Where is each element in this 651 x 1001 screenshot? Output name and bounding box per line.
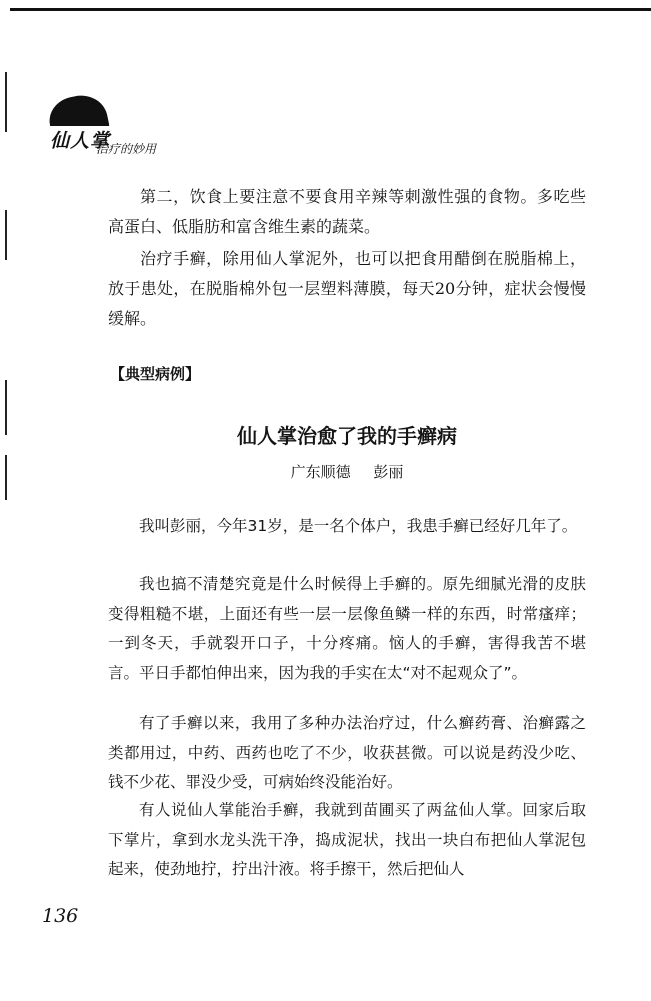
margin-mark: [5, 380, 7, 435]
top-rule: [10, 8, 651, 11]
article-paragraph: 有了手癣以来，我用了多种办法治疗过，什么癣药膏、治癣露之类都用过，中药、西药也吃了不少，收获甚微。可以说是药没少吃、钱不少花、罪没少受，可病始终没能治好。: [108, 714, 586, 791]
article-paragraph: 我也搞不清楚究竟是什么时候得上手癣的。原先细腻光滑的皮肤变得粗糙不堪，上面还有些一层一层像鱼鳞一样的东西，时常瘙痒；一到冬天，手就裂开口子，十分疼痛。恼人的手癣，害得我苦不堪言。平日手都怕伸出来，因为我的手实在太“对不起观众了”。: [108, 575, 586, 682]
logo-title: 仙人掌: [48, 126, 112, 153]
section-label: 【典型病例】: [110, 365, 201, 383]
article-paragraph: 我叫彭丽，今年31岁，是一名个体户，我患手癣已经好几年了。: [139, 517, 578, 535]
margin-mark: [5, 455, 7, 500]
margin-mark: [5, 72, 7, 132]
logo-subtitle: 治疗的妙用: [96, 142, 157, 156]
article-title: 仙人掌治愈了我的手癣病: [237, 424, 457, 448]
article-paragraph: 有人说仙人掌能治手癣，我就到苗圃买了两盆仙人掌。回家后取下掌片，拿到水龙头洗干净，捣成泥状，找出一块白布把仙人掌泥包起来，使劲地拧，拧出汁液。将手擦干，然后把仙人: [108, 801, 586, 878]
margin-mark: [5, 210, 7, 260]
book-logo: [40, 96, 230, 166]
page-number: 136: [42, 905, 79, 927]
intro-paragraph: 治疗手癣，除用仙人掌泥外，也可以把食用醋倒在脱脂棉上，放于患处，在脱脂棉外包一层塑料薄膜，每天20分钟，症状会慢慢缓解。: [108, 249, 586, 328]
article-byline: 广东顺德 彭丽: [290, 463, 404, 481]
intro-paragraph: 第二，饮食上要注意不要食用辛辣等刺激性强的食物。多吃些高蛋白、低脂肪和富含维生素的蔬菜。: [108, 187, 586, 236]
